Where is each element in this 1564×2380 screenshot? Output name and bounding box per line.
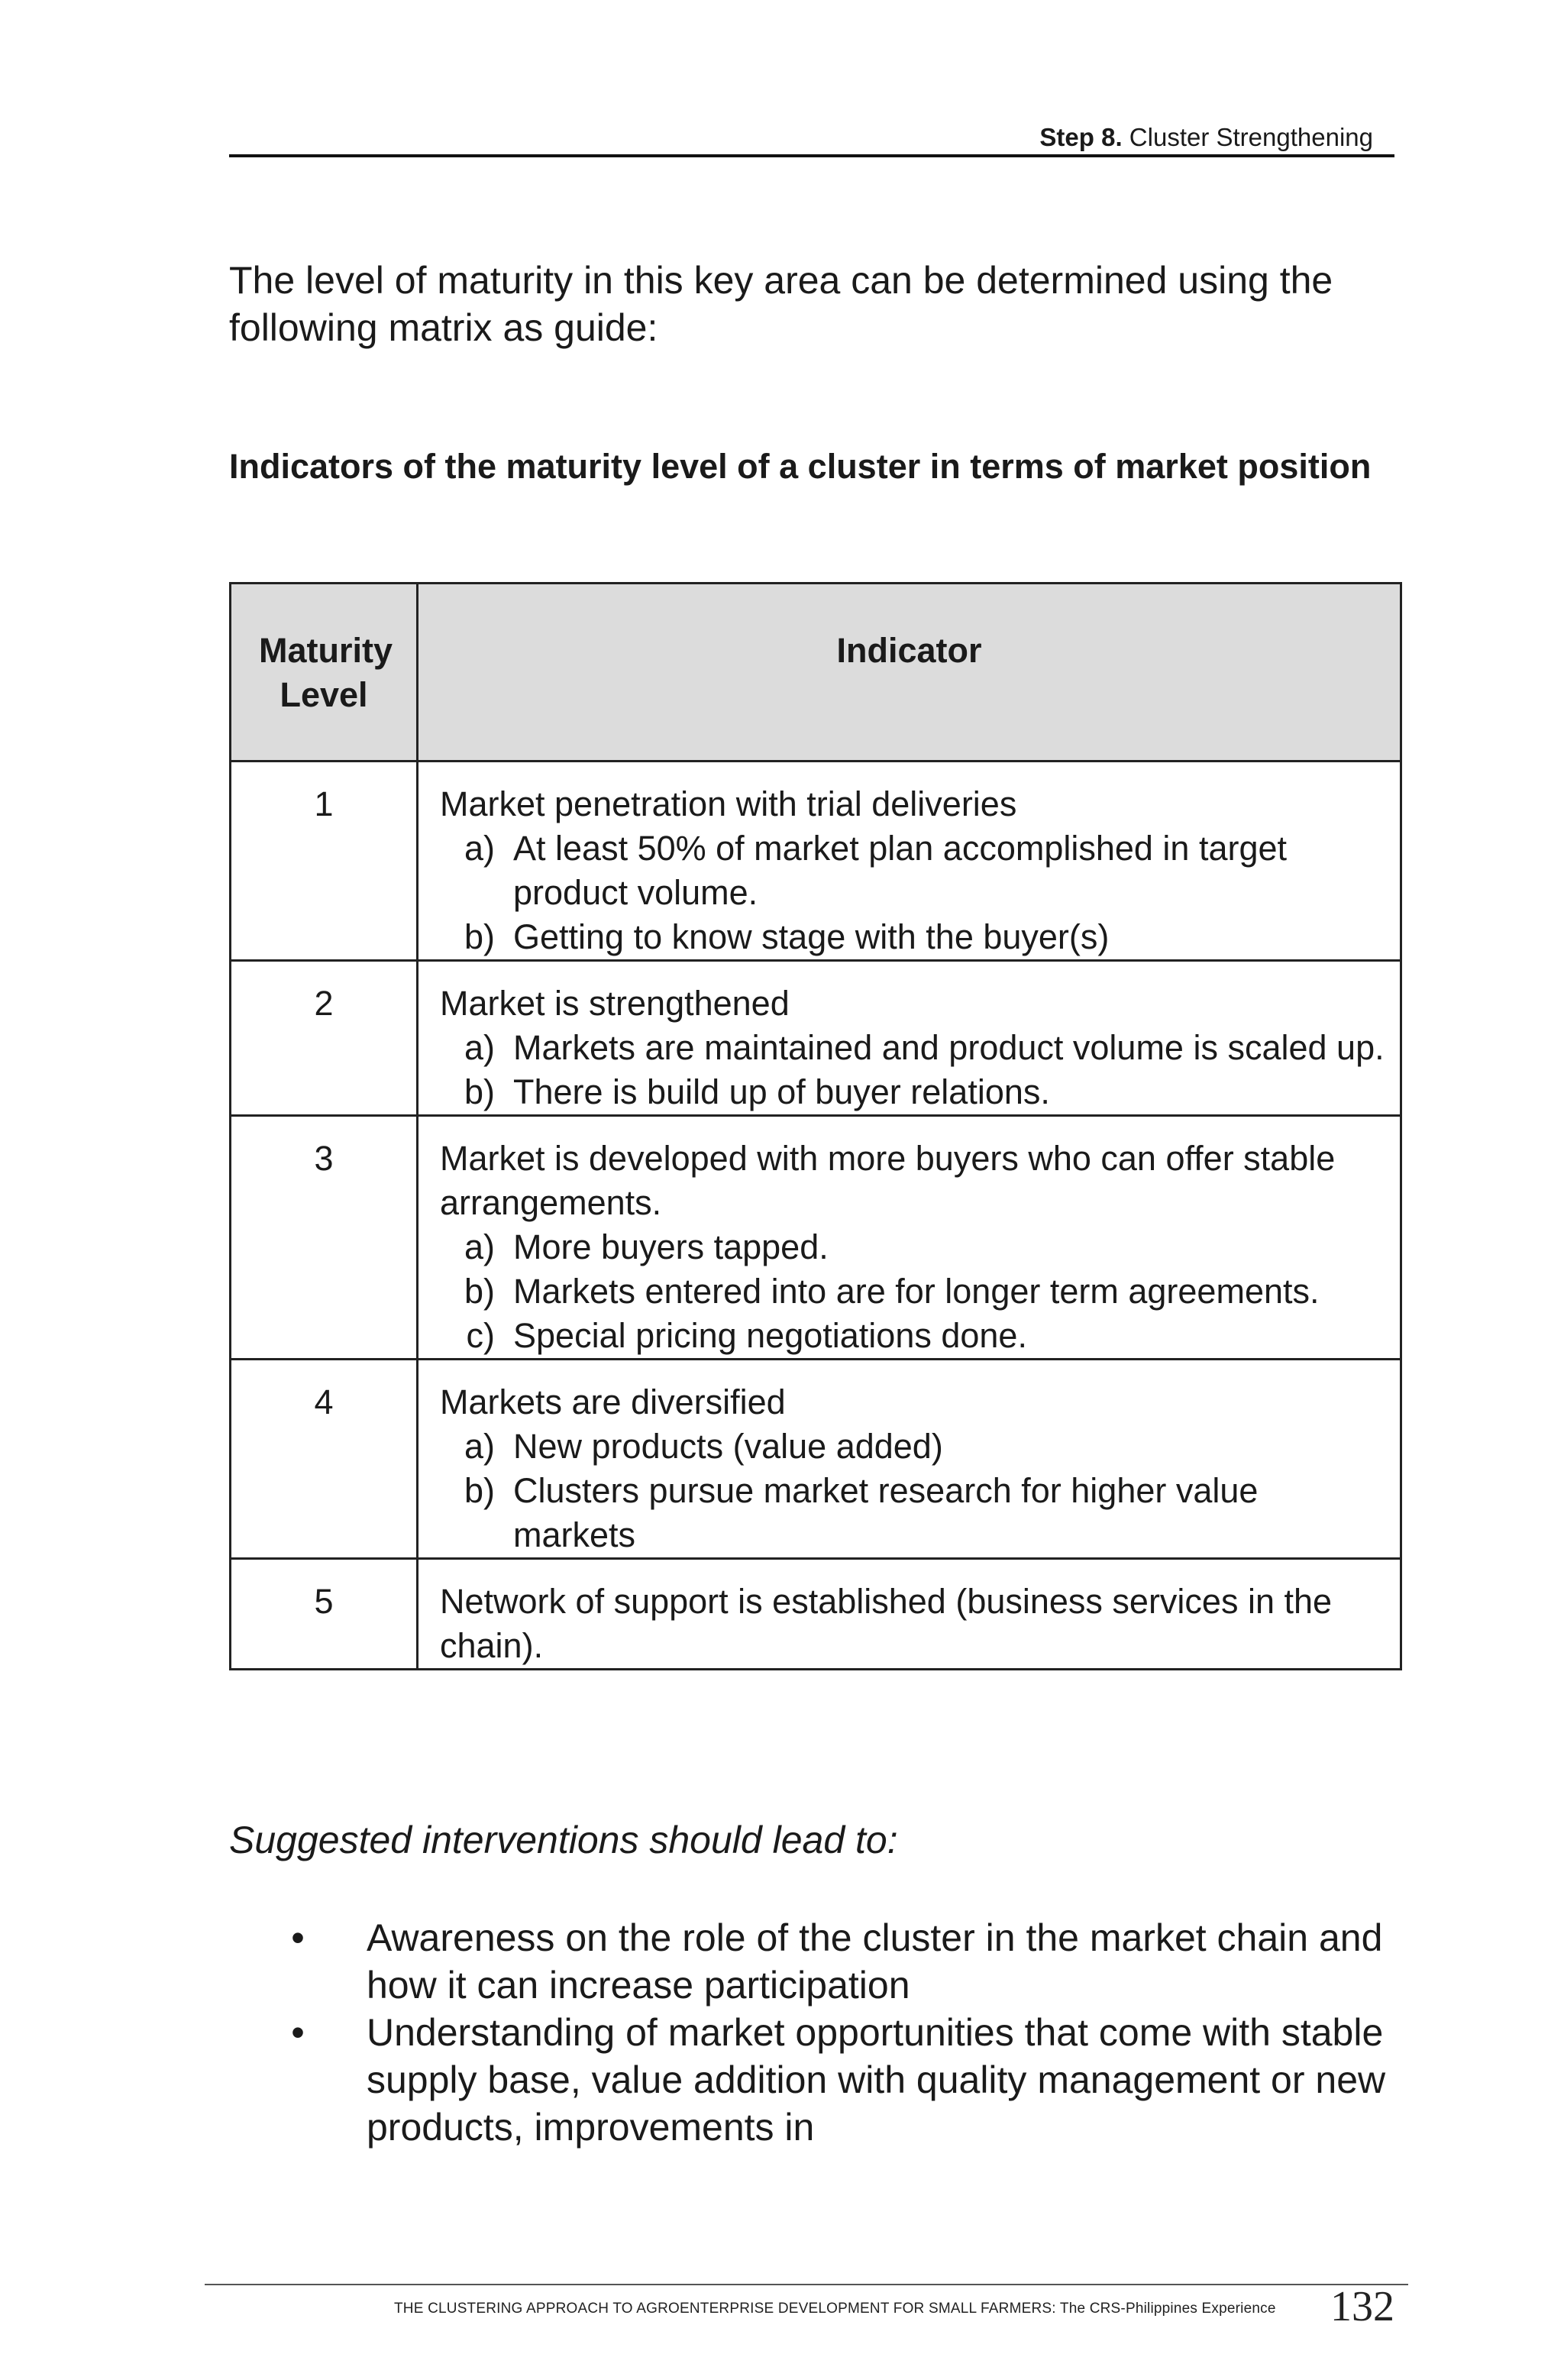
table-row — [231, 961, 1401, 1116]
indicator-heading: Network of support is established (business services in the chain). — [440, 1582, 1333, 1665]
header-text — [1039, 122, 1373, 153]
running-header — [229, 115, 1394, 157]
sub-item: b) Getting to know stage with the buyer(s) — [464, 917, 1110, 956]
sub-item: a) More buyers tapped. — [464, 1227, 829, 1266]
maturity-level-cell: 5 — [231, 1559, 418, 1670]
table-row — [231, 762, 1401, 961]
sub-item: b) Markets entered into are for longer term agreements. — [464, 1272, 1320, 1311]
table-header-row — [231, 584, 1401, 762]
list-item-text: Awareness on the role of the cluster in the market chain and how it can increase participation — [367, 1916, 1383, 2007]
indicator-heading: Market is developed with more buyers who can offer stable arrangements. — [440, 1139, 1336, 1222]
table-row — [231, 1360, 1401, 1559]
sub-item: b) There is build up of buyer relations. — [464, 1072, 1050, 1111]
maturity-level-cell: 4 — [231, 1360, 418, 1559]
bullet-icon: • — [291, 1916, 305, 1959]
indicator-cell — [418, 1360, 1401, 1559]
maturity-level-cell: 1 — [231, 762, 418, 961]
header-title: Cluster Strengthening — [1129, 123, 1373, 151]
table-row — [231, 1116, 1401, 1360]
bullet-icon: • — [291, 2011, 305, 2054]
table-row — [231, 1559, 1401, 1670]
interventions-list — [229, 1914, 1405, 2151]
indicator-cell — [418, 1116, 1401, 1360]
header-indicator: Indicator — [418, 584, 1401, 762]
indicator-cell — [418, 762, 1401, 961]
sub-item: c) Special pricing negotiations done. — [466, 1316, 1027, 1355]
suggested-interventions-heading: Suggested interventions should lead to: — [229, 1819, 898, 1861]
list-item-text: Understanding of market opportunities that come with stable supply base, value addition with quality management or new products, improvements in — [367, 2011, 1386, 2149]
header-step: Step 8. — [1039, 123, 1123, 151]
indicator-heading: Markets are diversified — [440, 1382, 786, 1421]
sub-item: b) Clusters pursue market research for higher value markets — [464, 1471, 1259, 1554]
maturity-level-cell: 3 — [231, 1116, 418, 1360]
list-item — [229, 2009, 1405, 2151]
sub-item: a) At least 50% of market plan accomplished in target product volume. — [464, 829, 1288, 912]
page-number: 132 — [1330, 2283, 1394, 2330]
sub-item: a) Markets are maintained and product volume is scaled up. — [464, 1028, 1385, 1067]
footer-text: THE CLUSTERING APPROACH TO AGROENTERPRISE DEVELOPMENT FOR SMALL FARMERS: The CRS-Philippines Experience — [394, 2301, 1276, 2317]
footer-divider — [205, 2284, 1408, 2285]
indicator-cell — [418, 1559, 1401, 1670]
intro-paragraph: The level of maturity in this key area can be determined using the following matrix as guide: — [229, 259, 1333, 349]
table-title: Indicators of the maturity level of a cluster in terms of market position — [229, 447, 1372, 486]
indicator-cell — [418, 961, 1401, 1116]
maturity-matrix-table — [229, 582, 1402, 1670]
header-maturity-level: Maturity Level — [231, 584, 418, 762]
maturity-level-cell: 2 — [231, 961, 418, 1116]
list-item — [229, 1914, 1405, 2009]
sub-item: a) New products (value added) — [464, 1427, 943, 1466]
indicator-heading: Market is strengthened — [440, 984, 790, 1023]
indicator-heading: Market penetration with trial deliveries — [440, 784, 1017, 823]
